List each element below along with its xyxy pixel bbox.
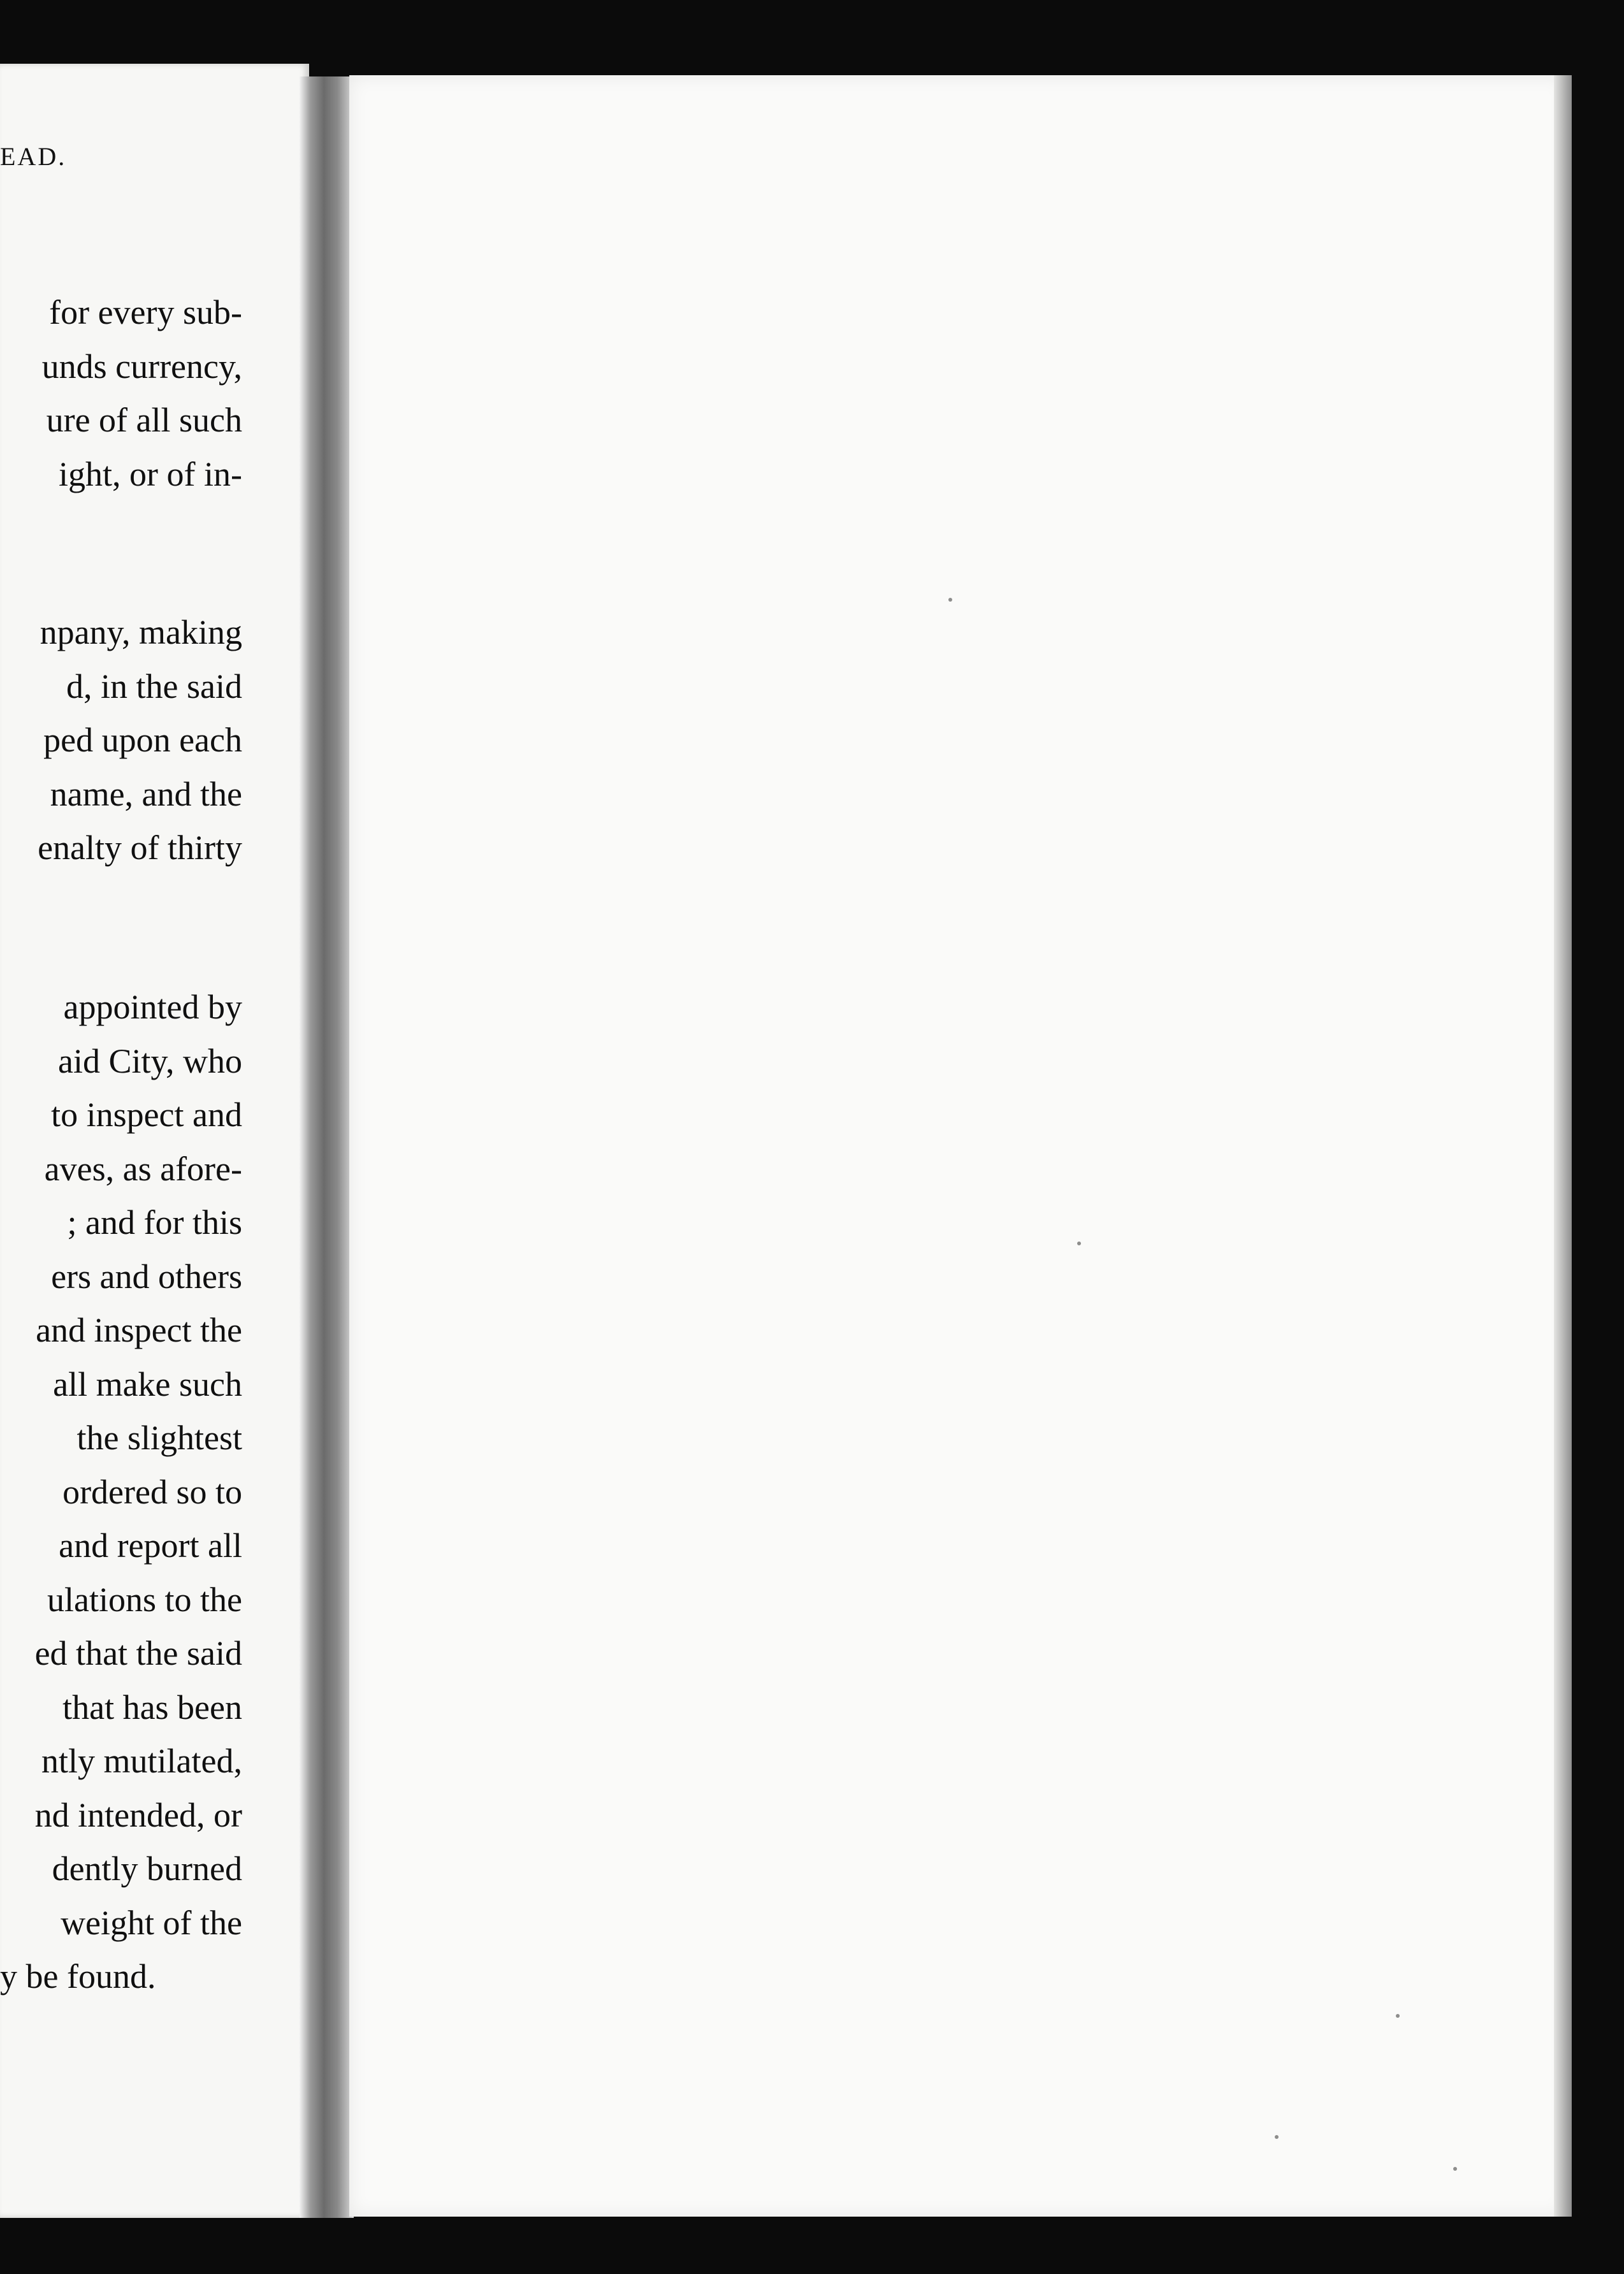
text-line: to inspect and (51, 1096, 242, 1134)
text-line: all make such (53, 1365, 242, 1403)
page-edge (1554, 75, 1572, 2217)
paper-speck (1275, 2135, 1279, 2139)
text-line: ped upon each (43, 721, 242, 759)
text-line: y be found. (0, 1957, 156, 1995)
text-line: nd intended, or (34, 1795, 242, 1834)
paragraph-2 (0, 605, 242, 875)
text-line: the slightest (76, 1419, 242, 1457)
paper-speck (1453, 2167, 1457, 2171)
text-line: and inspect the (36, 1311, 242, 1349)
text-line: aves, as afore- (44, 1149, 242, 1188)
text-line: dently burned (52, 1850, 242, 1888)
text-line: aid City, who (58, 1041, 242, 1080)
text-line: and report all (59, 1526, 242, 1565)
paragraph-1 (0, 286, 242, 501)
text-line: ed that the said (34, 1634, 242, 1672)
book-gutter (300, 76, 354, 2218)
text-line: npany, making (40, 613, 242, 651)
text-line: ers and others (51, 1257, 242, 1296)
text-line: ure of all such (46, 401, 242, 439)
paper-speck (1077, 1242, 1081, 1245)
paragraph-3 (0, 980, 242, 2004)
text-line: name, and the (50, 774, 242, 813)
text-line: for every sub- (49, 293, 242, 331)
text-line: ight, or of in- (59, 454, 242, 493)
text-line: ulations to the (47, 1580, 242, 1619)
text-line: enalty of thirty (38, 829, 242, 867)
text-line: unds currency, (41, 347, 242, 386)
running-head: EAD. (0, 142, 67, 171)
text-line: weight of the (61, 1903, 242, 1942)
text-line: d, in the said (66, 667, 242, 706)
text-line: that has been (62, 1688, 242, 1727)
text-line: ; and for this (67, 1203, 242, 1242)
text-line: ordered so to (62, 1472, 242, 1511)
paper-speck (1396, 2014, 1400, 2018)
right-page-blank (349, 75, 1567, 2217)
paper-speck (948, 598, 952, 602)
text-line: appointed by (63, 988, 242, 1026)
text-line: ntly mutilated, (41, 1742, 242, 1780)
